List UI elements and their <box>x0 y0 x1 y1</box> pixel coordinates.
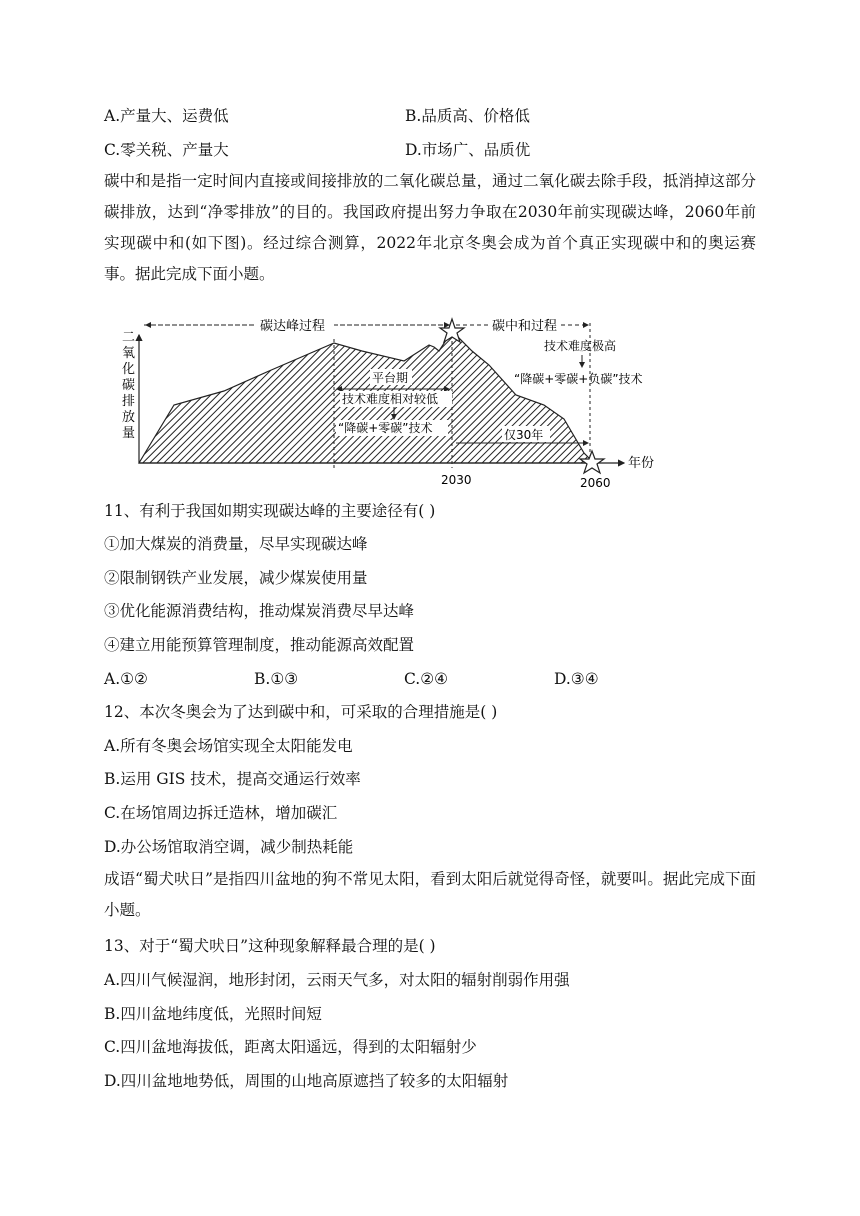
option-b: B.品质高、价格低 <box>405 107 530 125</box>
q12-option-b: B.运用 GIS 技术，提高交通运行效率 <box>104 770 361 788</box>
q11-option-a: A.①② <box>104 670 148 688</box>
q11-option-b: B.①③ <box>254 670 299 688</box>
q11-item-2: ②限制钢铁产业发展，减少煤炭使用量 <box>104 569 368 587</box>
q12-option-d: D.办公场馆取消空调，减少制热耗能 <box>104 838 354 856</box>
q12-option-c: C.在场馆周边拆迁造林，增加碳汇 <box>104 804 338 822</box>
option-d: D.市场广、品质优 <box>405 141 531 159</box>
option-c: C.零关税、产量大 <box>104 141 229 159</box>
high-tech-label: 技术难度极高 <box>544 339 617 353</box>
q13-option-c: C.四川盆地海拔低，距离太阳遥远，得到的太阳辐射少 <box>104 1038 477 1056</box>
x-tick-2060: 2060 <box>580 476 611 489</box>
option-a: A.产量大、运费低 <box>104 107 229 125</box>
peak-process-label: 碳达峰过程 <box>260 319 326 334</box>
only-30-years-label: 仅30年 <box>504 428 544 442</box>
x-tick-2030: 2030 <box>441 473 472 487</box>
q11-option-d: D.③④ <box>554 670 599 688</box>
q13-stem: 13、对于“蜀犬吠日”这种现象解释最合理的是( ) <box>104 937 436 955</box>
low-tech-label: 技术难度相对较低 <box>342 392 439 406</box>
q12-option-a: A.所有冬奥会场馆实现全太阳能发电 <box>104 737 353 755</box>
reduce-zero-label: “降碳+零碳”技术 <box>338 421 433 435</box>
platform-label: 平台期 <box>372 371 409 385</box>
q11-item-4: ④建立用能预算管理制度，推动能源高效配置 <box>104 636 415 654</box>
carbon-emission-figure <box>104 303 704 489</box>
q13-option-d: D.四川盆地地势低，周围的山地高原遮挡了较多的太阳辐射 <box>104 1072 509 1090</box>
q12-stem: 12、本次冬奥会为了达到碳中和，可采取的合理措施是( ) <box>104 703 498 721</box>
passage-carbon-neutral: 碳中和是指一定时间内直接或间接排放的二氧化碳总量，通过二氧化碳去除手段，抵消掉这部分碳排放，达到“净零排放”的目的。我国政府提出努力争取在2030年前实现碳达峰，2060年前实现碳中和(如下图)。经过综合测算，2022年北京冬奥会成为首个真正实现碳中和的奥运赛事。据此完成下面小题。 <box>104 172 756 283</box>
q13-option-a: A.四川气候湿润，地形封闭，云雨天气多，对太阳的辐射削弱作用强 <box>104 971 570 989</box>
q11-item-1: ①加大煤炭的消费量，尽早实现碳达峰 <box>104 535 368 553</box>
q11-stem: 11、有利于我国如期实现碳达峰的主要途径有( ) <box>104 502 436 520</box>
q11-option-c: C.②④ <box>404 670 449 688</box>
neutral-process-label: 碳中和过程 <box>492 319 558 334</box>
x-axis-label: 年份 <box>628 456 655 471</box>
reduce-zero-negative-label: “降碳+零碳+负碳”技术 <box>514 372 643 386</box>
y-axis-label: 二氧化碳排放量 <box>122 330 136 441</box>
passage-shu-dog: 成语“蜀犬吠日”是指四川盆地的狗不常见太阳，看到太阳后就觉得奇怪，就要叫。据此完成下面小题。 <box>104 870 756 919</box>
q11-item-3: ③优化能源消费结构，推动煤炭消费尽早达峰 <box>104 602 415 620</box>
q13-option-b: B.四川盆地纬度低，光照时间短 <box>104 1005 322 1023</box>
